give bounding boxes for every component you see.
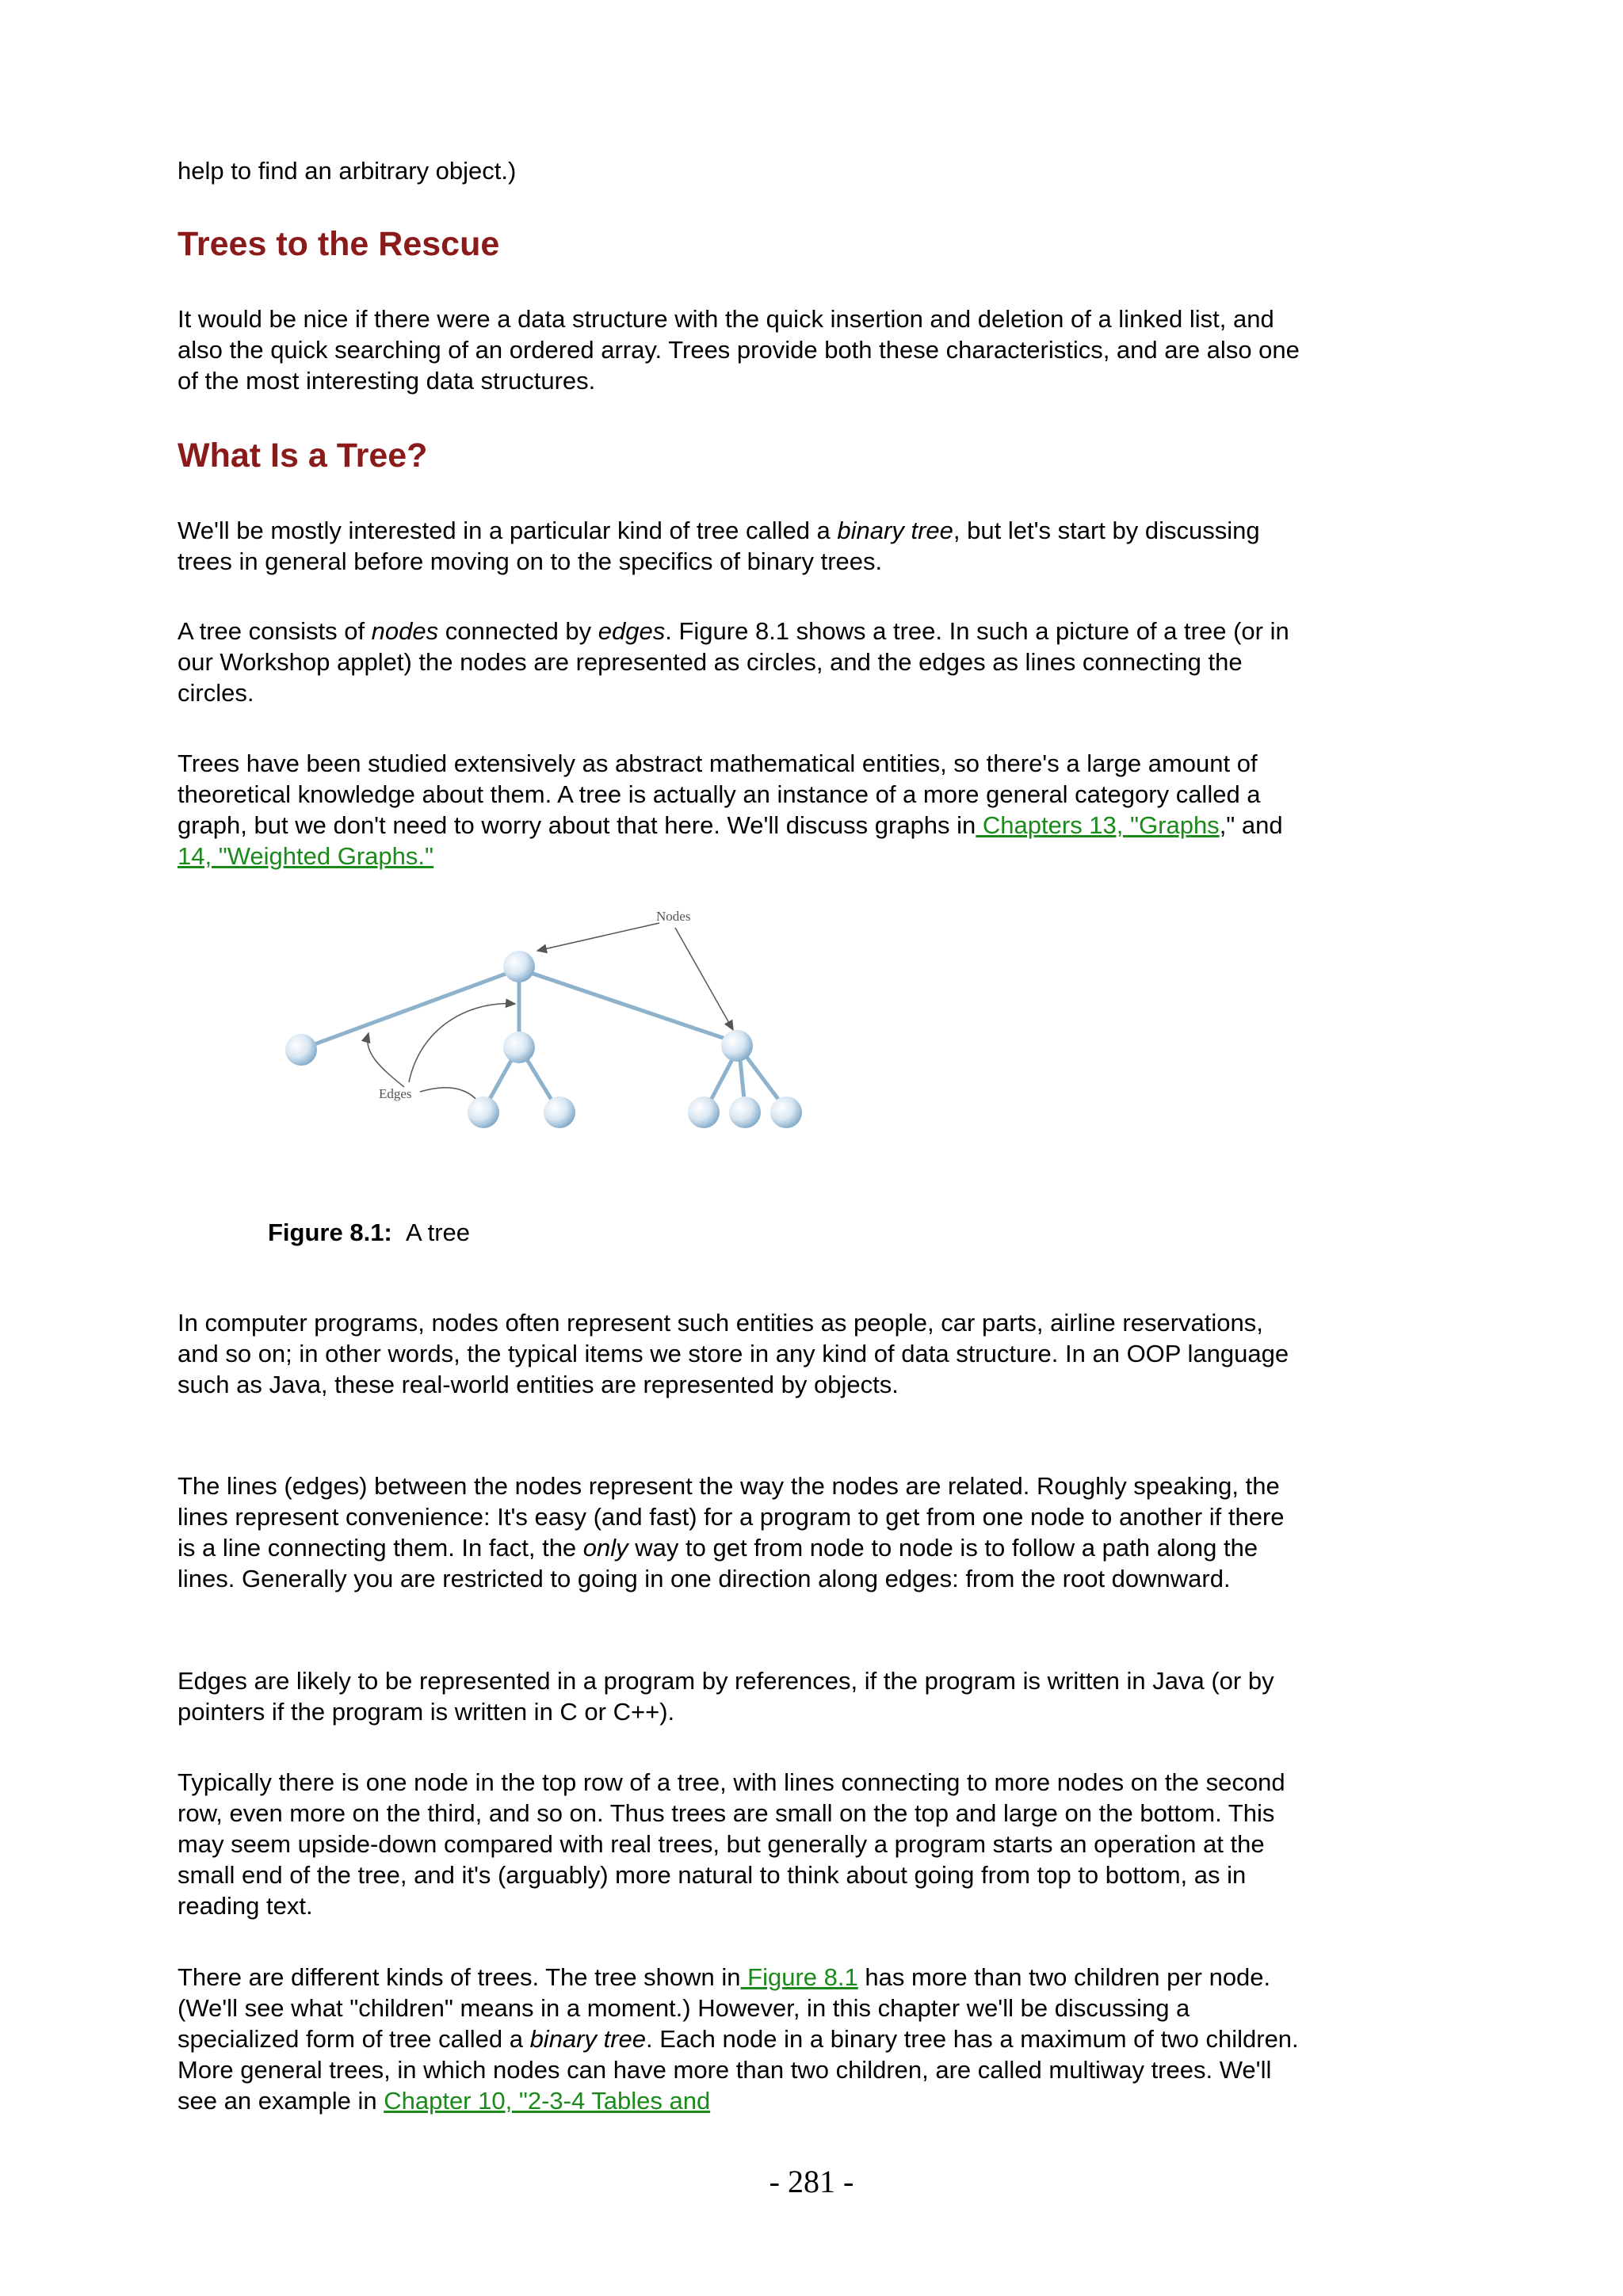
- emphasis-nodes: nodes: [371, 617, 439, 645]
- annotation-arrows: [368, 923, 733, 1111]
- text-run: A tree consists of: [178, 617, 372, 645]
- text-run: We'll be mostly interested in a particular kind of tree called a: [178, 517, 838, 544]
- text-run: Trees have been studied extensively as abstract mathematical entities, so there's a large amount of theoretical knowledge about them. A tree is actually an instance of a more general category called a graph, but we don't need to worry about that here. We'll discuss graphs in: [178, 749, 1261, 839]
- node-level3-c: [688, 1097, 720, 1128]
- heading-trees-to-the-rescue: Trees to the Rescue: [178, 225, 500, 263]
- intro-fragment: help to find an arbitrary object.): [178, 157, 517, 185]
- emphasis-edges: edges: [598, 617, 666, 645]
- heading-what-is-a-tree: What Is a Tree?: [178, 437, 428, 475]
- text-run: connected by: [438, 617, 598, 645]
- nodes-label: Nodes: [656, 909, 691, 924]
- tree-diagram: [269, 894, 808, 1155]
- paragraph-graphs: [178, 748, 1303, 871]
- node-level3-b: [544, 1097, 575, 1128]
- figure-8-1: [269, 894, 808, 1155]
- node-level3-e: [770, 1097, 802, 1128]
- node-level3-a: [468, 1097, 499, 1128]
- text-run: The lines (edges) between the nodes represent the way the nodes are related. Roughly speaking, the lines represent convenience: It's easy (and fast) for a program to get from one node to another if there is a line connecting them. In fact, the: [178, 1472, 1285, 1562]
- paragraph-rescue: It would be nice if there were a data structure with the quick insertion and deletion of a linked list, and also the quick searching of an ordered array. Trees provide both these characteristics, and are also one of the most interesting data structures.: [178, 305, 1300, 395]
- node-level2-right: [721, 1030, 753, 1062]
- emphasis-only: only: [582, 1534, 628, 1562]
- page-number: - 281 -: [769, 2164, 854, 2199]
- arrow-edges-to-left-edge: [368, 1033, 404, 1087]
- edge-root-left: [300, 970, 517, 1050]
- emphasis-binary-tree: binary tree: [529, 2025, 647, 2053]
- paragraph-kinds-of-trees: [178, 1962, 1303, 2116]
- text-run: . Each node in a binary tree has a maximum of two children. More general trees, in which nodes can have more than two children, are called multiway trees. We'll see an example in: [178, 2025, 1299, 2115]
- text-run: way to get from node to node is to follow a path along the lines. Generally you are restricted to going in one direction along edges: from the root downward.: [178, 1534, 1258, 1592]
- paragraph-nodes-edges: [178, 616, 1303, 708]
- edges-label: Edges: [379, 1086, 412, 1101]
- paragraph-nodes-represent: In computer programs, nodes often represent such entities as people, car parts, airline reservations, and so on; in other words, the typical items we store in any kind of data structure. In an OOP language such as Java, these real-world entities are represented by objects.: [178, 1309, 1289, 1398]
- text-run: . Figure 8.1 shows a tree. In such a picture of a tree (or in our Workshop applet) the nodes are represented as circles, and the edges as lines connecting the circles.: [178, 617, 1289, 707]
- paragraph-top-row: Typically there is one node in the top row of a tree, with lines connecting to more nodes on the second row, even more on the third, and so on. Thus trees are small on the top and large on the bottom. This may seem upside-down compared with real trees, but generally a program starts an operation at the small end of the tree, and it's (arguably) more natural to think about going from top to bottom, as in reading text.: [178, 1768, 1285, 1920]
- link-figure-8-1[interactable]: Figure 8.1: [740, 1963, 858, 1991]
- text-run: There are different kinds of trees. The tree shown in: [178, 1963, 741, 1991]
- node-root: [503, 951, 535, 982]
- paragraph-references: Edges are likely to be represented in a program by references, if the program is written in Java (or by pointers if the program is written in C or C++).: [178, 1667, 1274, 1726]
- tree-edges: [300, 970, 785, 1108]
- node-level2-left: [285, 1034, 317, 1066]
- arrow-nodes-to-root: [537, 923, 659, 951]
- paragraph-edges-relation: [178, 1470, 1303, 1594]
- arrow-edges-to-middle-edge: [409, 1004, 515, 1082]
- link-chapter-14-weighted-graphs[interactable]: 14, "Weighted Graphs.": [178, 842, 434, 870]
- text-run: , but let's start by discussing trees in general before moving on to the specifics of binary trees.: [178, 517, 1260, 575]
- arrow-nodes-to-right: [675, 928, 733, 1030]
- link-chapter-10[interactable]: Chapter 10, "2-3-4 Tables and: [384, 2087, 711, 2115]
- node-level2-middle: [503, 1032, 535, 1063]
- node-level3-d: [729, 1097, 761, 1128]
- text-run: has more than two children per node. (We'll see what "children" means in a moment.) However, in this chapter we'll be discussing a specialized form of tree called a: [178, 1963, 1271, 2053]
- paragraph-binary-tree-intro: [178, 515, 1303, 577]
- emphasis-binary-tree: binary tree: [837, 517, 953, 544]
- caption-text: A tree: [406, 1219, 470, 1246]
- link-chapter-13-graphs[interactable]: Chapters 13, "Graphs: [976, 811, 1220, 839]
- figure-caption: [268, 1217, 470, 1248]
- text-run: ," and: [1219, 811, 1283, 839]
- caption-label: Figure 8.1:: [268, 1219, 392, 1246]
